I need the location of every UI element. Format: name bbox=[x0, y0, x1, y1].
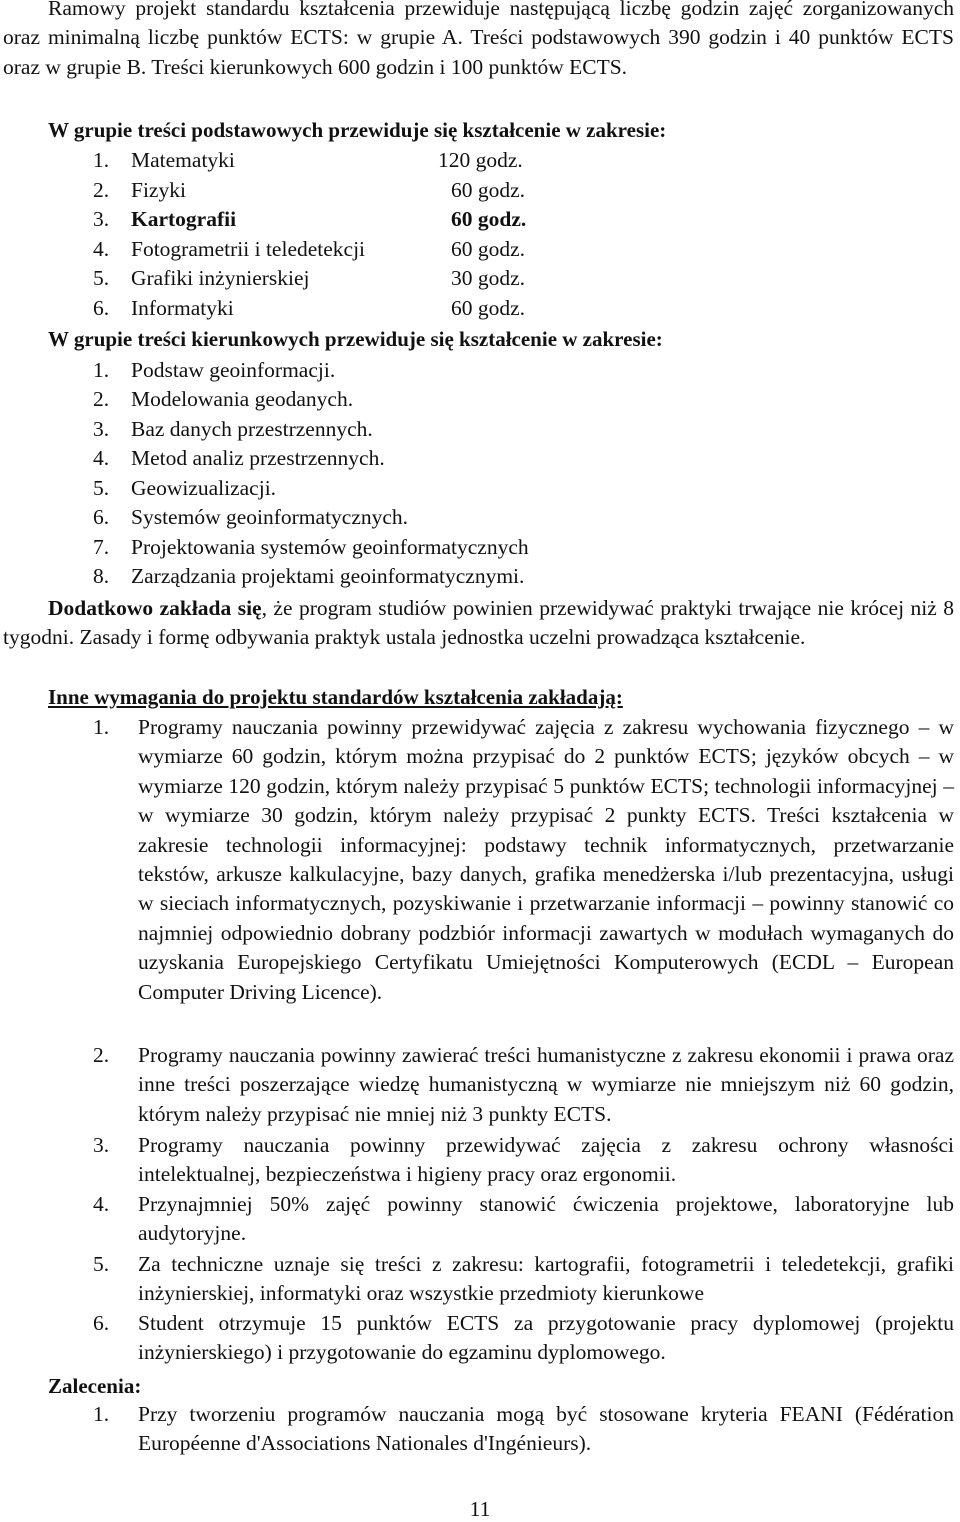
recommendation-text: Przy tworzeniu programów nauczania mogą być stosowane kryteria FEANI (Fédération Européenne d'Associations Nationales d'Ingénieurs). bbox=[138, 1402, 954, 1456]
item-number: 1. bbox=[93, 148, 110, 172]
item-number: 7. bbox=[93, 535, 110, 559]
requirement-text: Student otrzymuje 15 punktów ECTS za przygotowanie pracy dyplomowej (projektu inżynierskiego) i przygotowanie do egzaminu dyplomowego. bbox=[138, 1311, 954, 1365]
subject-name: Podstaw geoinformacji. bbox=[131, 358, 336, 382]
item-number: 2. bbox=[93, 1043, 110, 1067]
subject-name: Informatyki bbox=[131, 296, 234, 320]
requirement-text: Przynajmniej 50% zajęć powinny stanowić ćwiczenia projektowe, laboratoryjne lub audytoryjne. bbox=[138, 1192, 954, 1246]
requirement-item bbox=[93, 713, 954, 1007]
internship-text: , że program studiów powinien przewidywać praktyki trwające nie krócej niż 8 tygodni. Zasady i formę odbywania praktyk ustala jednostka uczelni prowadząca kształcenie. bbox=[3, 596, 954, 650]
item-number: 6. bbox=[93, 505, 110, 529]
directional-content-heading: W grupie treści kierunkowych przewiduje się kształcenie w zakresie: bbox=[48, 327, 663, 351]
item-number: 5. bbox=[93, 476, 110, 500]
other-requirements-heading: Inne wymagania do projektu standardów kształcenia zakładają: bbox=[48, 685, 623, 709]
item-number: 3. bbox=[93, 207, 110, 231]
item-number: 1. bbox=[93, 715, 110, 739]
item-number: 4. bbox=[93, 237, 110, 261]
item-number: 1. bbox=[93, 1402, 110, 1426]
item-number: 8. bbox=[93, 564, 110, 588]
subject-name: Zarządzania projektami geoinformatycznymi. bbox=[131, 564, 525, 588]
internship-paragraph bbox=[3, 594, 954, 653]
requirement-item bbox=[93, 1190, 954, 1249]
subject-name: Systemów geoinformatycznych. bbox=[131, 505, 409, 529]
page-number: 11 bbox=[469, 1497, 491, 1521]
item-number: 1. bbox=[93, 358, 110, 382]
subject-name: Fotogrametrii i teledetekcji bbox=[131, 237, 366, 261]
basic-content-heading: W grupie treści podstawowych przewiduje się kształcenie w zakresie: bbox=[48, 118, 667, 142]
requirement-item bbox=[93, 1250, 954, 1309]
requirement-item bbox=[93, 1131, 954, 1190]
recommendation-item bbox=[93, 1400, 954, 1459]
subject-name: Baz danych przestrzennych. bbox=[131, 417, 373, 441]
requirement-text: Programy nauczania powinny zawierać treści humanistyczne z zakresu ekonomii i prawa oraz inne treści poszerzające wiedzę humanistyczną w wymiarze nie mniejszym niż 60 godzin, którym należy przypisać nie mniej niż 3 punkty ECTS. bbox=[138, 1043, 954, 1126]
item-number: 4. bbox=[93, 1192, 110, 1216]
subject-hours: 30 godz. bbox=[451, 266, 526, 290]
subject-name: Geowizualizacji. bbox=[131, 476, 277, 500]
item-number: 2. bbox=[93, 178, 110, 202]
subject-name: Matematyki bbox=[131, 148, 235, 172]
item-number: 3. bbox=[93, 417, 110, 441]
subject-name: Modelowania geodanych. bbox=[131, 387, 354, 411]
subject-name: Fizyki bbox=[131, 178, 186, 202]
requirement-text: Programy nauczania powinny przewidywać zajęcia z zakresu ochrony własności intelektualnej, bezpieczeństwa i higieny pracy oraz ergonomii. bbox=[138, 1133, 954, 1187]
item-number: 6. bbox=[93, 1311, 110, 1335]
subject-hours: 60 godz. bbox=[451, 237, 526, 261]
recommendations-heading: Zalecenia: bbox=[48, 1374, 142, 1398]
requirement-item bbox=[93, 1309, 954, 1368]
item-number: 4. bbox=[93, 446, 110, 470]
subject-hours: 60 godz. bbox=[451, 178, 526, 202]
item-number: 3. bbox=[93, 1133, 110, 1157]
item-number: 6. bbox=[93, 296, 110, 320]
requirement-item bbox=[93, 1041, 954, 1129]
intro-paragraph: Ramowy projekt standardu kształcenia przewiduje następującą liczbę godzin zajęć zorganizowanych oraz minimalną liczbę punktów ECTS: w grupie A. Treści podstawowych 390 godzin i 40 punktów ECTS oraz w grupie B. Treści kierunkowych 600 godzin i 100 punktów ECTS. bbox=[3, 0, 954, 79]
subject-hours: 60 godz. bbox=[451, 296, 526, 320]
subject-name: Kartografii bbox=[131, 207, 237, 231]
subject-name: Metod analiz przestrzennych. bbox=[131, 446, 385, 470]
subject-hours: 60 godz. bbox=[451, 207, 527, 231]
requirement-text: Programy nauczania powinny przewidywać zajęcia z zakresu wychowania fizycznego – w wymiarze 60 godzin, którym można przypisać do 2 punktów ECTS; języków obcych – w wymiarze 120 godzin, którym należy przypisać 5 punktów ECTS; technologii informacyjnej – w wymiarze 30 godzin, którym należy przypisać 2 punkty ECTS. Treści kształcenia w zakresie technologii informacyjnej: podstawy technik informatycznych, przetwarzanie tekstów, arkusze kalkulacyjne, bazy danych, grafika menedżerska i/lub prezentacyjna, usługi w sieciach informatycznych, pozyskiwanie i przetwarzanie informacji – powinny stanowić co najmniej odpowiednio dobrany podzbiór informacji zawartych w modułach wymaganych do uzyskania Europejskiego Certyfikatu Umiejętności Komputerowych (ECDL – European Computer Driving Licence). bbox=[138, 715, 954, 1004]
item-number: 2. bbox=[93, 387, 110, 411]
requirement-text: Za techniczne uznaje się treści z zakresu: kartografii, fotogrametrii i teledetekcji, grafiki inżynierskiej, informatyki oraz wszystkie przedmioty kierunkowe bbox=[138, 1252, 954, 1306]
internship-lead: Dodatkowo zakłada się bbox=[48, 596, 262, 620]
subject-hours: 120 godz. bbox=[438, 148, 523, 172]
subject-name: Projektowania systemów geoinformatycznych bbox=[131, 535, 529, 559]
item-number: 5. bbox=[93, 1252, 110, 1276]
item-number: 5. bbox=[93, 266, 110, 290]
subject-name: Grafiki inżynierskiej bbox=[131, 266, 310, 290]
